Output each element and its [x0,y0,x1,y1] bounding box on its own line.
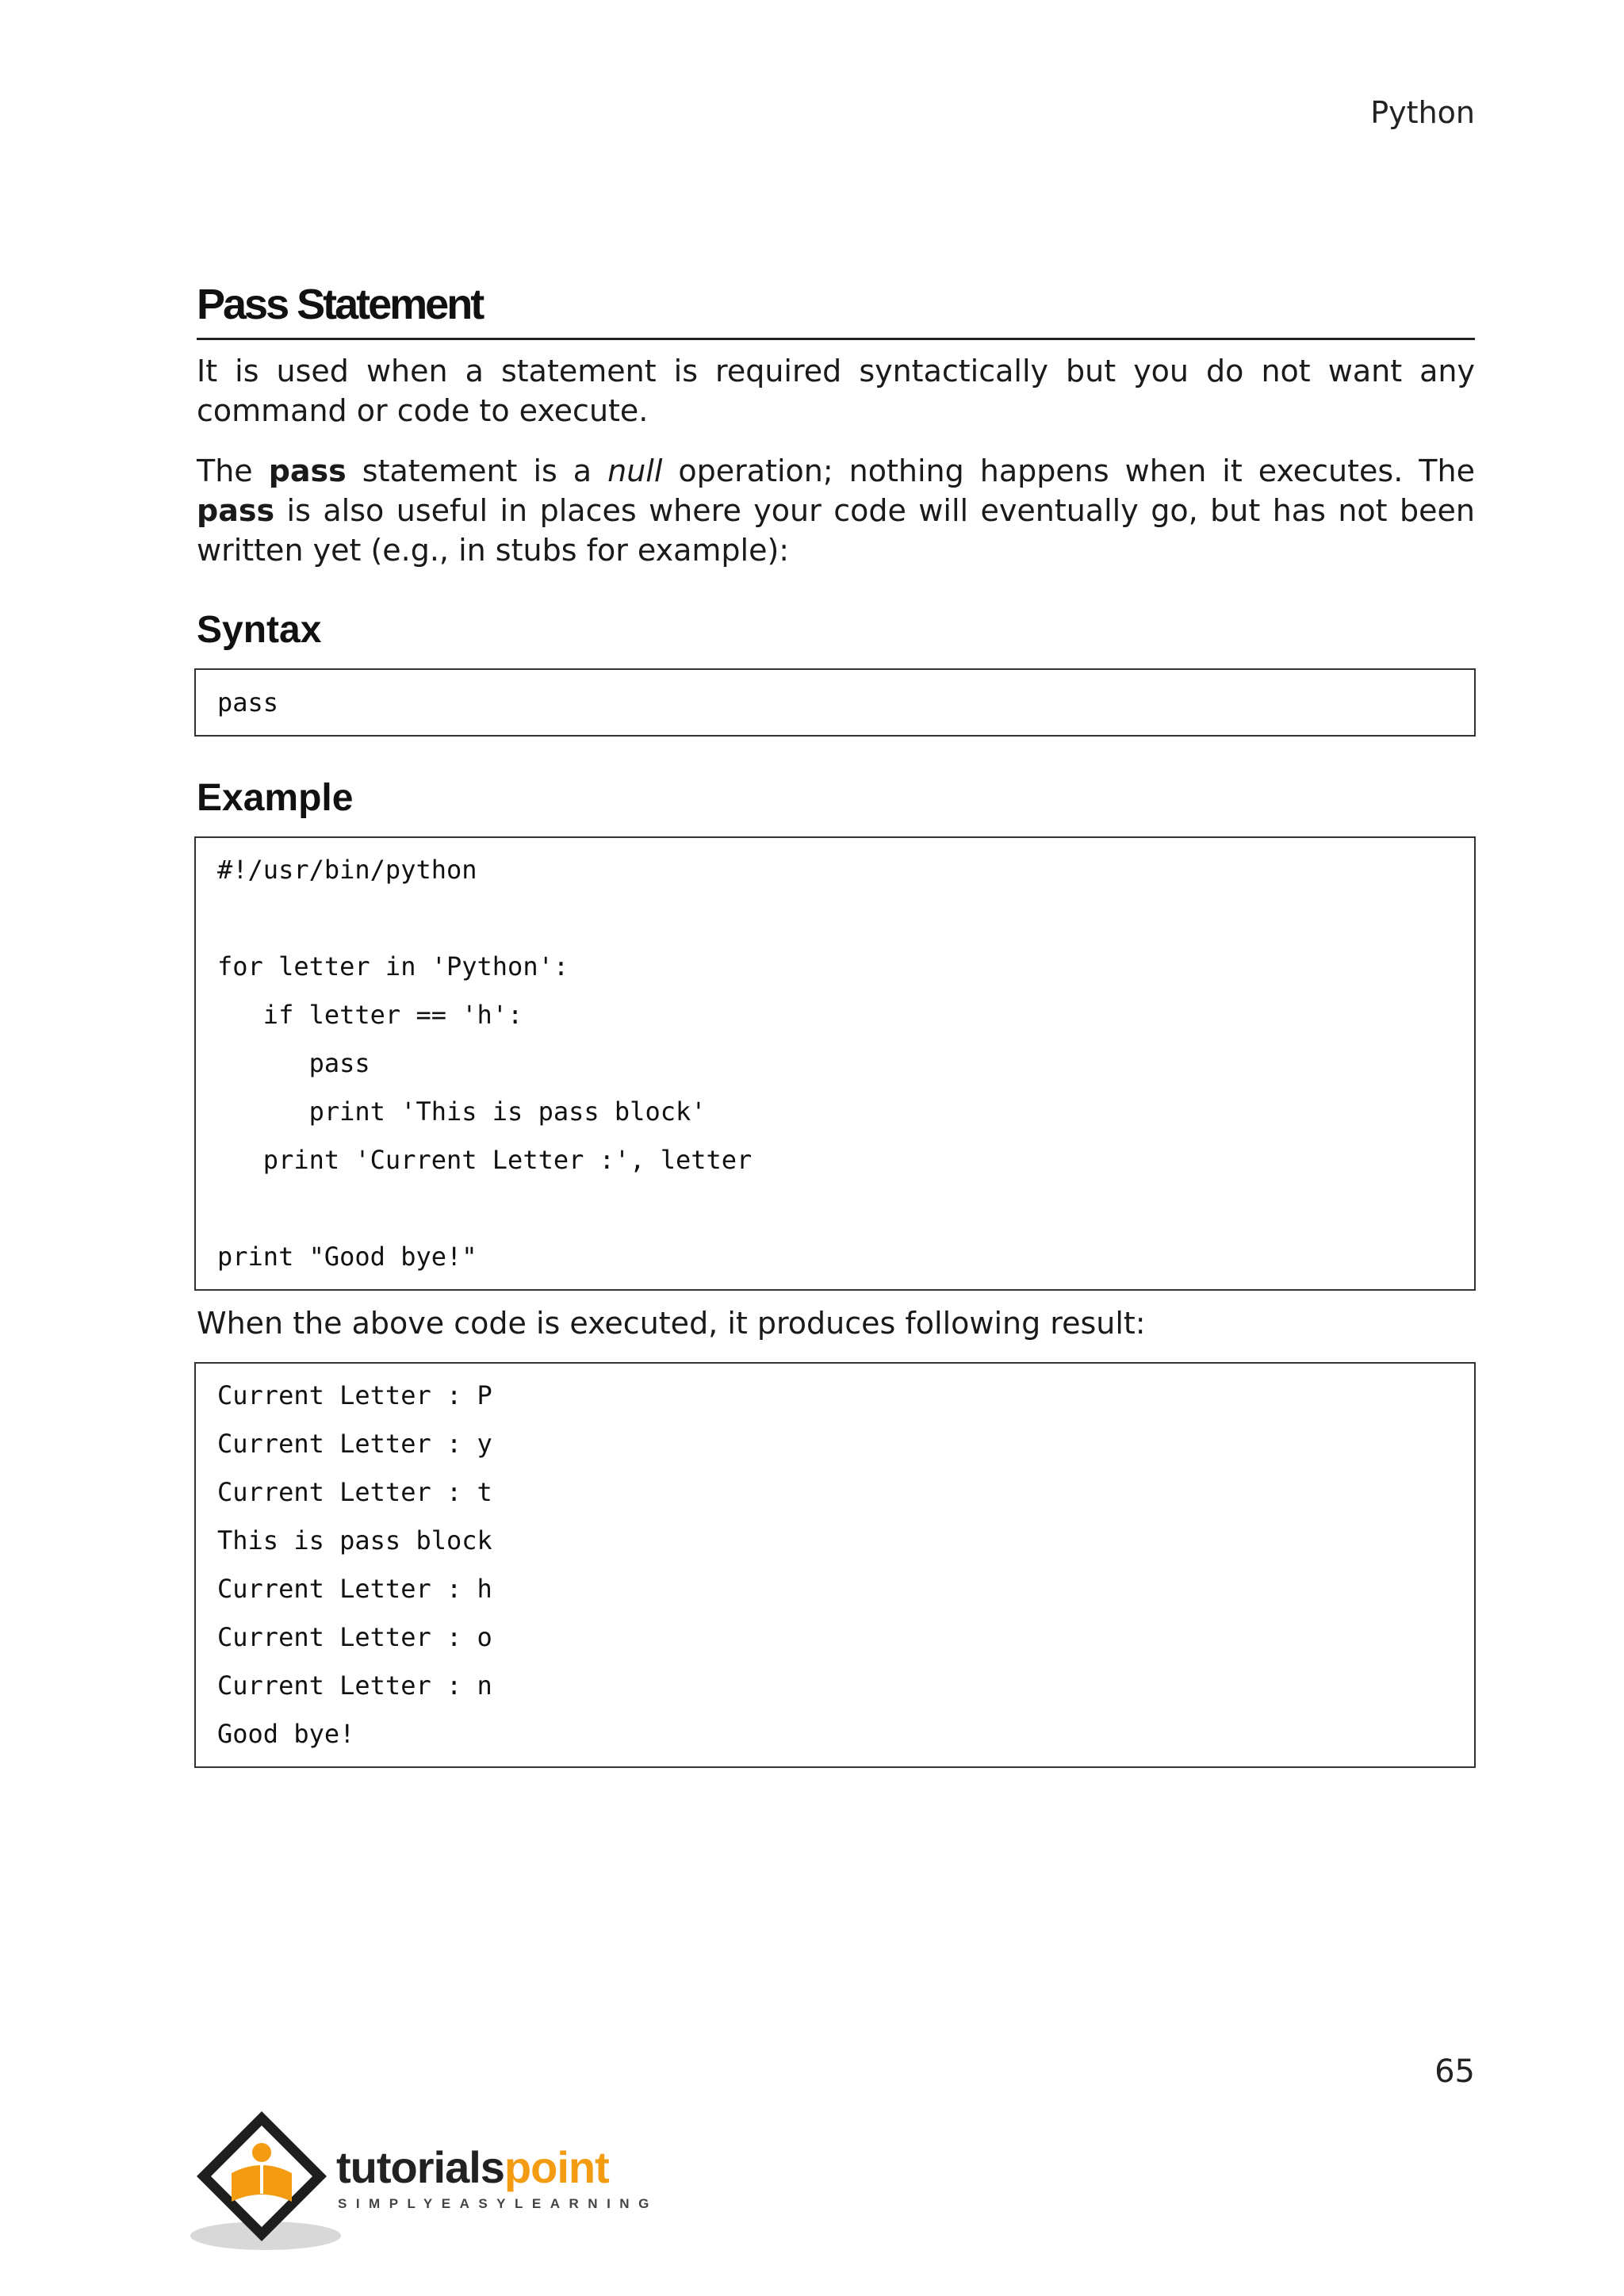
page-content [197,279,1475,1768]
code-line: print "Good bye!" [217,1242,477,1272]
example-code-block [194,836,1476,1291]
output-line: Current Letter : t [217,1477,492,1507]
output-block [194,1362,1476,1768]
pass-description-paragraph [197,451,1475,570]
output-line: Current Letter : o [217,1622,492,1652]
result-intro: When the above code is executed, it produces following result: [197,1306,1146,1341]
code-line: if letter == 'h': [217,1000,523,1030]
tutorialspoint-logo [190,2105,682,2256]
code-line: #!/usr/bin/python [217,855,477,885]
syntax-code-block [194,668,1476,737]
running-header: Python [1370,95,1475,130]
code-line: for letter in 'Python': [217,951,569,982]
output-line: Current Letter : P [217,1380,492,1410]
keyword-null: null [607,453,663,488]
text-run: The [197,453,269,488]
code-line [217,894,1453,943]
keyword-pass: pass [197,493,275,528]
logo-tagline: SIMPLYEASYLEARNING [338,2196,658,2211]
example-heading: Example [197,777,354,819]
code-line: pass [217,1048,370,1078]
text-run: operation; nothing happens when it executes. The [662,453,1475,488]
output-line: Good bye! [217,1719,355,1749]
section-title: Pass Statement [197,279,1475,340]
text-run: statement is a [346,453,608,488]
output-line: This is pass block [217,1525,492,1556]
text-run: is also useful in places where your code will eventually go, but has not been written yet (e.g., in stubs for example): [197,493,1475,568]
code-line: print 'Current Letter :', letter [217,1145,753,1175]
code-line: pass [217,687,279,718]
code-line [217,1184,1453,1233]
logo-person-icon [252,2143,271,2162]
output-line: Current Letter : n [217,1670,492,1701]
code-line: print 'This is pass block' [217,1096,707,1127]
intro-paragraph: It is used when a statement is required syntactically but you do not want any command or code to execute. [197,354,1475,428]
output-line: Current Letter : y [217,1429,492,1459]
page-number: 65 [1434,2053,1475,2090]
output-line: Current Letter : h [217,1574,492,1604]
logo-wordmark: tutorialspoint [336,2142,609,2192]
keyword-pass: pass [268,453,347,488]
syntax-heading: Syntax [197,609,322,651]
